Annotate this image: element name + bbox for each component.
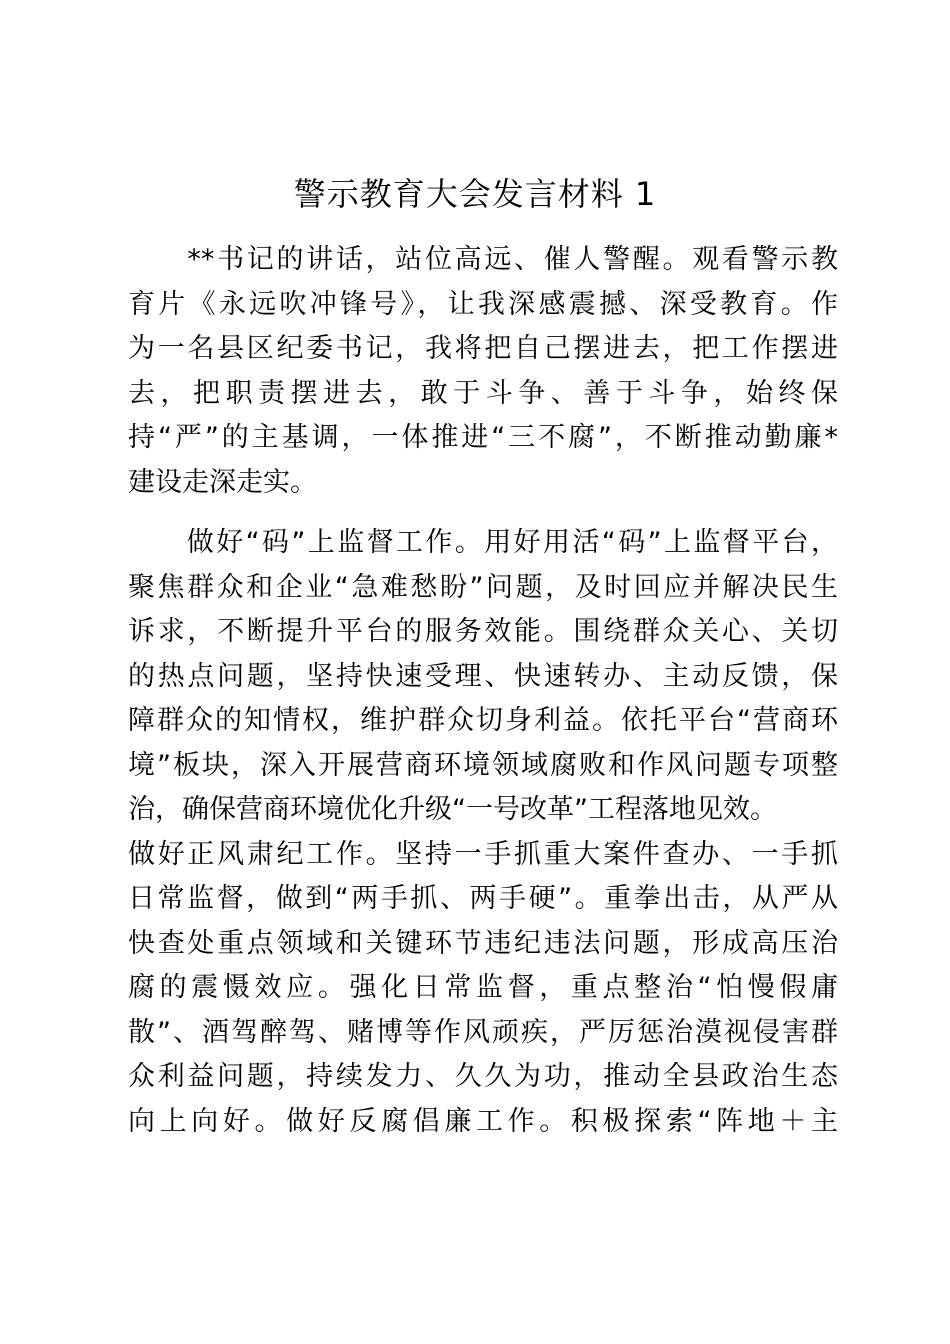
text-line: **书记的讲话，站位高远、催人警醒。观看警示教 xyxy=(128,244,838,275)
text-line: 日常监督，做到“两手抓、两手硬”。重拳出击，从严从 xyxy=(128,883,838,914)
text-line: 建设走深走实。 xyxy=(128,466,317,498)
paragraph-spacer xyxy=(128,505,838,521)
text-line: 境”板块，深入开展营商环境领域腐败和作风问题专项整 xyxy=(128,749,838,781)
text-line: 做好“码”上监督工作。用好用活“码”上监督平台， xyxy=(128,527,838,558)
paragraph-intro xyxy=(128,238,838,505)
text-line: 散”、酒驾醉驾、赌博等作风顽疾，严厉惩治漠视侵害群 xyxy=(128,1016,838,1048)
text-line: 向上向好。做好反腐倡廉工作。积极探索“阵地＋主 xyxy=(128,1105,838,1137)
text-line: 育片《永远吹冲锋号》，让我深感震撼、深受教育。作 xyxy=(128,288,838,320)
text-line: 持“严”的主基调，一体推进“三不腐”，不断推动勤廉* xyxy=(128,422,838,453)
document-body xyxy=(128,238,838,1144)
document-title: 警示教育大会发言材料 1 xyxy=(293,175,657,213)
text-line: 聚焦群众和企业“急难愁盼”问题，及时回应并解决民生 xyxy=(128,571,838,603)
text-line: 障群众的知情权，维护群众切身利益。依托平台“营商环 xyxy=(128,705,838,736)
text-line: 众利益问题，持续发力、久久为功，推动全县政治生态 xyxy=(128,1061,838,1092)
text-line: 快查处重点领域和关键环节违纪违法问题，形成高压治 xyxy=(128,927,838,959)
paragraph-work xyxy=(128,521,838,1144)
text-line: 去，把职责摆进去，敢于斗争、善于斗争，始终保 xyxy=(128,377,838,409)
text-line: 诉求，不断提升平台的服务效能。围绕群众关心、关切 xyxy=(128,616,838,647)
text-line: 为一名县区纪委书记，我将把自己摆进去，把工作摆进 xyxy=(128,333,838,364)
text-line: 治，确保营商环境优化升级“一号改革”工程落地见效。 xyxy=(128,794,777,825)
text-line: 腐的震慑效应。强化日常监督，重点整治“怕慢假庸 xyxy=(128,972,838,1003)
text-line: 做好正风肃纪工作。坚持一手抓重大案件查办、一手抓 xyxy=(128,838,838,870)
text-line: 的热点问题，坚持快速受理、快速转办、主动反馈，保 xyxy=(128,660,838,692)
